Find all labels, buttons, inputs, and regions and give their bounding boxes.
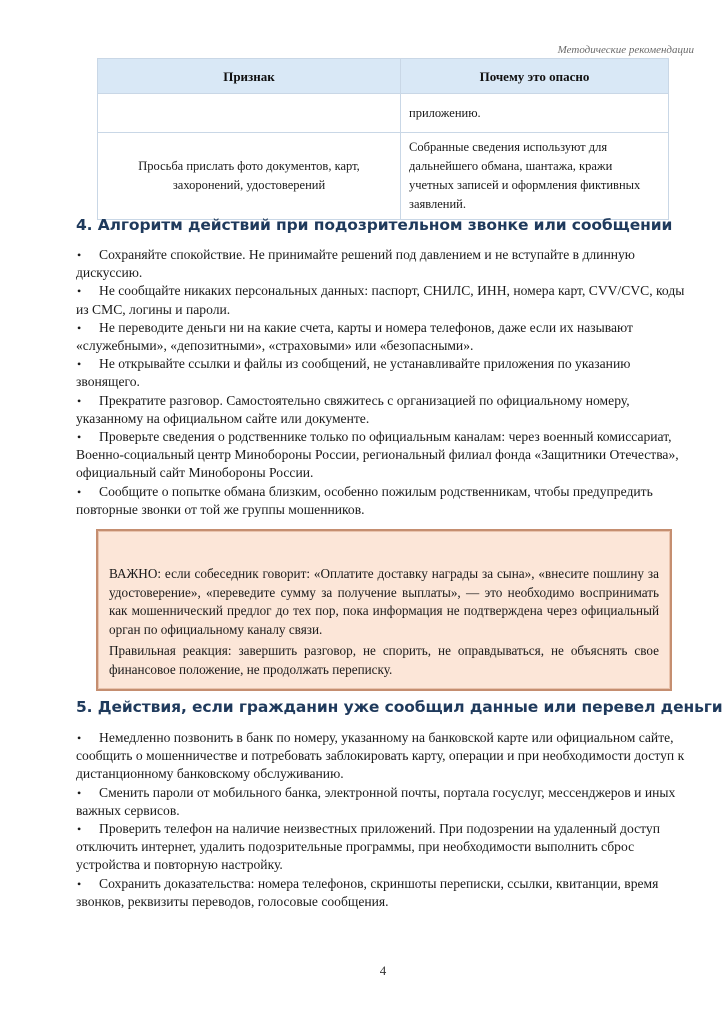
page-number: 4	[379, 963, 387, 978]
list-item-text: Сохраняйте спокойствие. Не принимайте решений под давлением и не вступайте в длинную дискуссию.	[76, 247, 635, 281]
list-item	[76, 392, 688, 428]
list-item-text: Немедленно позвонить в банк по номеру, указанному на банковской карте или официальном сайте, сообщить о мошенничестве и потребовать заблокировать карту, операции и при необходимости доступ к дистанционному банковскому обслуживанию.	[76, 730, 685, 782]
list-item	[76, 428, 688, 483]
list-item	[76, 282, 688, 318]
list-item	[76, 784, 688, 820]
bullet-icon: •	[77, 248, 82, 262]
table-cell-why: приложению.	[401, 94, 669, 133]
bullet-icon: •	[77, 430, 82, 445]
list-item-text: Не переводите деньги ни на какие счета, карты и номера телефонов, даже если их называют «служебными», «депозитными», «страховыми» или «безопасными».	[76, 319, 633, 354]
signs-table	[97, 58, 669, 220]
bullet-icon: •	[77, 484, 82, 499]
table-cell-sign: Просьба прислать фото документов, карт, захоронений, удостоверений	[98, 133, 401, 220]
list-item-text: Сохранить доказательства: номера телефонов, скриншоты переписки, ссылки, квитанции, время звонков, реквизиты переводов, голосовые сообщения.	[76, 875, 659, 909]
section-4-heading: 4. Алгоритм действий при подозрительном звонке или сообщении	[76, 216, 673, 234]
table-row	[98, 94, 669, 133]
callout-warning-text: ВАЖНО: если собеседник говорит: «Оплатите доставку награды за сына», «внесите пошлину за удостоверение», «переведите сумму за получение выплаты», — это необходимо воспринимать как мошеннический предлог до тех пор, пока информация не подтверждена через официальный орган по официальному каналу связи.	[109, 566, 659, 637]
callout-reaction-text: Правильная реакция: завершить разговор, не спорить, не оправдываться, не объяснять свое финансовое положение, не продолжать переписку.	[109, 643, 659, 677]
bullet-icon: •	[77, 785, 82, 800]
list-item	[76, 355, 688, 391]
list-item	[76, 246, 688, 282]
list-item	[76, 875, 688, 911]
table-header-row	[98, 59, 669, 94]
table-cell-sign	[98, 94, 401, 133]
list-item-text: Не сообщайте никаких персональных данных: паспорт, СНИЛС, ИНН, номера карт, CVV/CVC, коды из СМС, логины и пароли.	[76, 283, 685, 317]
list-item	[76, 319, 688, 355]
list-item	[76, 820, 688, 875]
list-item-text: Прекратите разговор. Самостоятельно свяжитесь с организацией по официальному номеру, указанному на официальном сайте или документе.	[76, 392, 630, 426]
list-item	[76, 729, 688, 784]
running-header: Методические рекомендации	[557, 44, 694, 56]
list-item-text: Проверьте сведения о родственнике только по официальным каналам: через военный комиссариат, Военно-социальный центр Минобороны России, региональный филиал фонда «Защитники Отечества», официальный сайт Минобороны России.	[76, 429, 679, 481]
column-header-sign: Признак	[98, 59, 401, 94]
list-item-text: Проверить телефон на наличие неизвестных приложений. При подозрении на удаленный доступ отключить интернет, удалить подозрительные программы, при необходимости выполнить сброс устройства и повторную настройку.	[76, 821, 660, 873]
section-5-list	[76, 729, 688, 911]
bullet-icon: •	[77, 320, 82, 335]
bullet-icon: •	[77, 284, 82, 299]
list-item-text: Не открывайте ссылки и файлы из сообщений, не устанавливайте приложения по указанию звонящего.	[76, 356, 631, 390]
table-cell-why: Собранные сведения используют для дальнейшего обмана, шантажа, кражи учетных записей и оформления фиктивных заявлений.	[401, 133, 669, 220]
important-callout	[96, 529, 672, 691]
bullet-icon: •	[77, 393, 82, 408]
section-5-heading: 5. Действия, если гражданин уже сообщил данные или перевел деньги	[76, 698, 723, 716]
section-4-list	[76, 246, 688, 519]
bullet-icon: •	[77, 731, 82, 745]
list-item-text: Сменить пароли от мобильного банка, электронной почты, портала госуслуг, мессенджеров и иных важных сервисов.	[76, 784, 676, 818]
bullet-icon: •	[77, 822, 82, 837]
list-item	[76, 483, 688, 519]
list-item-text: Сообщите о попытке обмана близким, особенно пожилым родственникам, чтобы предупредить повторные звонки от той же группы мошенников.	[76, 483, 653, 517]
column-header-why: Почему это опасно	[401, 59, 669, 94]
bullet-icon: •	[77, 357, 82, 372]
table-row	[98, 133, 669, 220]
bullet-icon: •	[77, 876, 82, 891]
